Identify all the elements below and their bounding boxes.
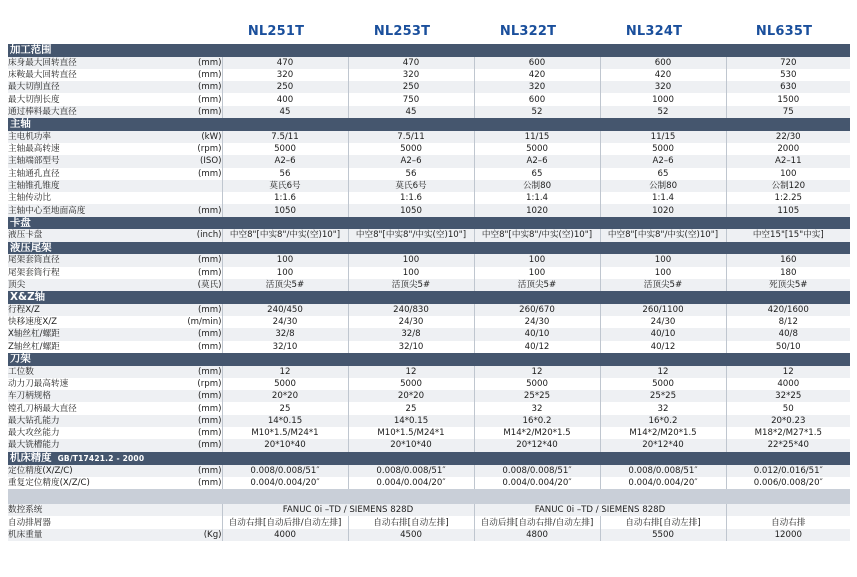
spec-value: 600 [474,93,600,105]
spec-value: 1050 [348,204,474,216]
spec-row [8,402,850,414]
spec-row [8,366,850,378]
spec-row [8,131,850,143]
spec-row [8,390,850,402]
spec-value: 活顶尖5# [600,279,726,291]
footer-value: 4800 [474,529,600,541]
spec-row [8,81,850,93]
footer-value [726,504,850,516]
spec-row [8,465,850,477]
spec-unit: (rpm) [166,378,222,390]
spec-value: 470 [222,57,348,69]
spec-value: 0.008/0.008/51″ [600,465,726,477]
model-header-3: NL322T [499,24,557,39]
spec-value: 45 [222,106,348,118]
spec-value: 750 [348,93,474,105]
spec-value: 20*10*40 [222,439,348,451]
spec-value: 0.004/0.004/20″ [222,477,348,489]
spec-value: A2–6 [348,155,474,167]
spec-row [8,267,850,279]
spec-value: 45 [348,106,474,118]
footer-value: 4500 [348,529,474,541]
spec-row [8,316,850,328]
section-title: X&Z轴 [10,291,45,304]
spec-value: 100 [474,254,600,266]
spec-value: 2000 [726,143,850,155]
spec-name: 主电机功率 [8,131,166,143]
spec-value: M14*2/M20*1.5 [474,427,600,439]
spec-value: 中空8"[中实8"/中实(空)10"] [600,229,726,241]
spec-value: 32/10 [222,341,348,353]
spec-value: 5000 [348,378,474,390]
footer-value: FANUC 0i –TD / SIEMENS 828D [222,504,474,516]
spec-value: 52 [474,106,600,118]
spec-unit: (mm) [166,254,222,266]
spec-value: 100 [222,267,348,279]
spec-value: 1:1.6 [348,192,474,204]
footer-unit [166,504,222,516]
spec-value: 32/10 [348,341,474,353]
spec-value: 22/30 [726,131,850,143]
spec-value: 5000 [474,378,600,390]
section-header-cell [8,118,850,131]
model-header-1: NL251T [247,24,305,39]
section-header [8,217,850,230]
spec-value: 20*20 [348,390,474,402]
spec-value: 720 [726,57,850,69]
section-title: 卡盘 [10,217,31,230]
spec-value: 320 [348,69,474,81]
spec-name: 主轴锥孔锥度 [8,180,166,192]
spec-value: 160 [726,254,850,266]
spec-unit: (mm) [166,106,222,118]
spec-unit: (mm) [166,267,222,279]
spec-value: 1500 [726,93,850,105]
spec-name: 液压卡盘 [8,229,166,241]
section-header-cell [8,452,850,465]
spec-value: 20*10*40 [348,439,474,451]
spec-name: 快移速度X/Z [8,316,166,328]
model-header-2: NL253T [373,24,431,39]
spec-value: 中空15"[15"中实] [726,229,850,241]
spec-value: 0.006/0.008/20″ [726,477,850,489]
spec-value: 20*20 [222,390,348,402]
footer-value: 自动右排[自动左排] [600,516,726,528]
spec-value: 5000 [222,378,348,390]
spec-value: 1050 [222,204,348,216]
spec-value: 5000 [600,378,726,390]
spec-row [8,304,850,316]
spec-row [8,254,850,266]
footer-value: FANUC 0i –TD / SIEMENS 828D [474,504,726,516]
spec-row [8,155,850,167]
spec-value: 5000 [600,143,726,155]
spec-value: 0.004/0.004/20″ [600,477,726,489]
spec-value: 40/10 [600,328,726,340]
spec-value: 250 [222,81,348,93]
section-header-cell [8,353,850,366]
spec-value: 1000 [600,93,726,105]
divider-band [8,489,850,504]
spec-row [8,378,850,390]
footer-unit: (Kg) [166,529,222,541]
spec-name: 动力刀最高转速 [8,378,166,390]
spec-name: 最大攻丝能力 [8,427,166,439]
section-header [8,291,850,304]
spec-value: 公制80 [600,180,726,192]
section-title: 主轴 [10,118,31,131]
spec-name: 床身最大回转直径 [8,57,166,69]
spec-row [8,204,850,216]
spec-value: 40/10 [474,328,600,340]
spec-row [8,341,850,353]
spec-value: 中空8"[中实8"/中实(空)10"] [474,229,600,241]
spec-row [8,69,850,81]
spec-unit: (mm) [166,402,222,414]
spec-name: Z轴丝杠/螺距 [8,341,166,353]
spec-name: 主轴通孔直径 [8,168,166,180]
spec-row [8,57,850,69]
spec-row [8,328,850,340]
spec-value: 0.008/0.008/51″ [348,465,474,477]
spec-unit: (mm) [166,366,222,378]
spec-value: 24/30 [474,316,600,328]
spec-name: X轴丝杠/螺距 [8,328,166,340]
spec-value: 470 [348,57,474,69]
spec-value: 420 [600,69,726,81]
footer-name: 自动排屑器 [8,516,166,528]
footer-value: 12000 [726,529,850,541]
spec-name: 尾架套筒直径 [8,254,166,266]
spec-name: 主轴中心至地面高度 [8,204,166,216]
spec-value: 240/450 [222,304,348,316]
spec-unit: (mm) [166,465,222,477]
spec-unit: (莫氏) [166,279,222,291]
footer-value: 自动右排[自动后排/自动左排] [222,516,348,528]
spec-value: 40/12 [474,341,600,353]
spec-value: 5000 [222,143,348,155]
spec-value: 16*0.2 [474,415,600,427]
section-header-cell [8,242,850,255]
spec-value: 40/12 [600,341,726,353]
spec-value: M10*1.5/M24*1 [222,427,348,439]
spec-name: 床鞍最大回转直径 [8,69,166,81]
spec-value: 1:1.6 [222,192,348,204]
spec-value: 20*12*40 [600,439,726,451]
spec-value: 0.008/0.008/51″ [474,465,600,477]
spec-value: 活顶尖5# [474,279,600,291]
spec-value: A2–6 [222,155,348,167]
spec-value: 4000 [726,378,850,390]
spec-name: 主轴传动比 [8,192,166,204]
spec-name: 工位数 [8,366,166,378]
spec-value: 25*25 [600,390,726,402]
spec-row [8,143,850,155]
spec-name: 镗孔刀柄最大直径 [8,402,166,414]
spec-unit: (mm) [166,81,222,93]
footer-row [8,504,850,516]
spec-row [8,229,850,241]
spec-unit: (ISO) [166,155,222,167]
spec-name: 车刀柄规格 [8,390,166,402]
spec-row [8,477,850,489]
spec-value: 14*0.15 [222,415,348,427]
spec-value: 死顶尖5# [726,279,850,291]
spec-value: 400 [222,93,348,105]
spec-value: 250 [348,81,474,93]
spec-unit: (mm) [166,427,222,439]
footer-name: 机床重量 [8,529,166,541]
spec-value: 100 [474,267,600,279]
spec-value: 320 [600,81,726,93]
spec-value: 1105 [726,204,850,216]
spec-row [8,192,850,204]
footer-value: 4000 [222,529,348,541]
section-title: 液压尾架 [10,241,52,254]
spec-value: 25 [348,402,474,414]
spec-value: 32 [600,402,726,414]
spec-row [8,106,850,118]
spec-value: 0.004/0.004/20″ [348,477,474,489]
spec-name: 最大铣槽能力 [8,439,166,451]
spec-value: 活顶尖5# [348,279,474,291]
spec-value: 75 [726,106,850,118]
spec-unit: (inch) [166,229,222,241]
spec-value: 420 [474,69,600,81]
section-header-cell [8,291,850,304]
spec-value: 中空8"[中实8"/中实(空)10"] [222,229,348,241]
spec-value: 56 [348,168,474,180]
spec-value: 32/8 [222,328,348,340]
spec-row [8,180,850,192]
spec-value: 22*25*40 [726,439,850,451]
section-title: 机床精度 [10,451,52,464]
spec-value: 50 [726,402,850,414]
section-title: 刀架 [10,353,31,366]
spec-unit: (mm) [166,69,222,81]
spec-value: 24/30 [348,316,474,328]
spec-value: 32/8 [348,328,474,340]
spec-name: 行程X/Z [8,304,166,316]
spec-value: 180 [726,267,850,279]
spec-value: 12 [600,366,726,378]
spec-name: 主轴最高转速 [8,143,166,155]
spec-name: 最大切削长度 [8,93,166,105]
spec-value: 12 [348,366,474,378]
spec-value: M14*2/M20*1.5 [600,427,726,439]
spec-name: 顶尖 [8,279,166,291]
spec-value: 中空8"[中实8"/中实(空)10"] [348,229,474,241]
spec-row [8,427,850,439]
spec-value: 公制80 [474,180,600,192]
spec-unit [166,180,222,192]
spec-value: 24/30 [600,316,726,328]
spec-value: 25 [222,402,348,414]
spec-row [8,168,850,180]
footer-value: 自动右排[自动左排] [348,516,474,528]
spec-unit: (mm) [166,415,222,427]
spec-value: 260/1100 [600,304,726,316]
spec-name: 最大切削直径 [8,81,166,93]
spec-value: 420/1600 [726,304,850,316]
spec-name: 通过棒料最大直径 [8,106,166,118]
spec-value: 320 [222,69,348,81]
footer-value: 5500 [600,529,726,541]
spec-value: 活顶尖5# [222,279,348,291]
spec-value: 20*0.23 [726,415,850,427]
spec-value: 14*0.15 [348,415,474,427]
spec-value: 8/12 [726,316,850,328]
spec-value: 630 [726,81,850,93]
spec-value: 65 [600,168,726,180]
spec-unit: (m/min) [166,316,222,328]
spec-unit: (mm) [166,93,222,105]
spec-value: 1:1.4 [600,192,726,204]
spec-value: 1:1.4 [474,192,600,204]
spec-value: 11/15 [600,131,726,143]
spec-unit: (mm) [166,390,222,402]
spec-value: 1:2.25 [726,192,850,204]
spec-value: 24/30 [222,316,348,328]
spec-unit: (mm) [166,477,222,489]
spec-value: 240/830 [348,304,474,316]
spec-value: 12 [222,366,348,378]
spec-unit: (mm) [166,341,222,353]
spec-value: 260/670 [474,304,600,316]
spec-name: 重复定位精度(X/Z/C) [8,477,166,489]
spec-value: M18*2/M27*1.5 [726,427,850,439]
section-header [8,353,850,366]
spec-value: 0.008/0.008/51″ [222,465,348,477]
section-title: 加工范围 [10,44,52,57]
spec-value: 100 [348,267,474,279]
spec-value: 530 [726,69,850,81]
footer-value: 自动后排[自动右排/自动左排] [474,516,600,528]
spec-unit [166,192,222,204]
spec-value: 100 [726,168,850,180]
spec-row [8,279,850,291]
spec-unit: (mm) [166,57,222,69]
section-header [8,44,850,57]
spec-value: 50/10 [726,341,850,353]
spec-value: 320 [474,81,600,93]
spec-table-body [8,44,850,541]
model-header-4: NL324T [625,24,683,39]
spec-value: 7.5/11 [222,131,348,143]
model-header-row [0,0,857,44]
spec-value: 25*25 [474,390,600,402]
spec-value: 5000 [474,143,600,155]
spec-name: 尾架套筒行程 [8,267,166,279]
spec-name: 定位精度(X/Z/C) [8,465,166,477]
spec-value: 7.5/11 [348,131,474,143]
spec-value: 12 [474,366,600,378]
spec-unit: (rpm) [166,143,222,155]
section-subtitle: GB/T17421.2 - 2000 [57,453,145,463]
model-header-5: NL635T [755,24,813,39]
spec-value: 100 [600,267,726,279]
spec-value: 12 [726,366,850,378]
spec-value: M10*1.5/M24*1 [348,427,474,439]
spec-value: 公制120 [726,180,850,192]
spec-value: 16*0.2 [600,415,726,427]
footer-name: 数控系统 [8,504,166,516]
spec-value: 莫氏6号 [222,180,348,192]
spec-row [8,415,850,427]
spec-value: A2–6 [600,155,726,167]
spec-unit: (mm) [166,439,222,451]
section-header [8,118,850,131]
spec-value: 1020 [600,204,726,216]
spec-value: 56 [222,168,348,180]
spec-value: 1020 [474,204,600,216]
spec-value: 32 [474,402,600,414]
spec-unit: (mm) [166,168,222,180]
spec-value: 100 [222,254,348,266]
divider-cell [8,489,850,504]
spec-unit: (mm) [166,304,222,316]
section-header [8,242,850,255]
spec-unit: (mm) [166,204,222,216]
spec-value: A2–6 [474,155,600,167]
spec-value: 100 [600,254,726,266]
spec-value: 0.004/0.004/20″ [474,477,600,489]
spec-value: 40/8 [726,328,850,340]
spec-unit: (kW) [166,131,222,143]
spec-value: 600 [474,57,600,69]
spec-value: 52 [600,106,726,118]
spec-value: 600 [600,57,726,69]
spec-value: A2–11 [726,155,850,167]
footer-row [8,529,850,541]
spec-value: 65 [474,168,600,180]
spec-value: 11/15 [474,131,600,143]
spec-value: 莫氏6号 [348,180,474,192]
spec-name: 最大钻孔能力 [8,415,166,427]
spec-value: 100 [348,254,474,266]
section-header-cell [8,44,850,57]
spec-row [8,439,850,451]
spec-name: 主轴端部型号 [8,155,166,167]
section-header-cell [8,217,850,230]
spec-row [8,93,850,105]
spec-unit: (mm) [166,328,222,340]
spec-value: 5000 [348,143,474,155]
spec-table [8,44,850,541]
footer-row [8,516,850,528]
spec-value: 0.012/0.016/51″ [726,465,850,477]
spec-value: 32*25 [726,390,850,402]
footer-value: 自动右排 [726,516,850,528]
spec-value: 20*12*40 [474,439,600,451]
footer-unit [166,516,222,528]
section-header [8,452,850,465]
